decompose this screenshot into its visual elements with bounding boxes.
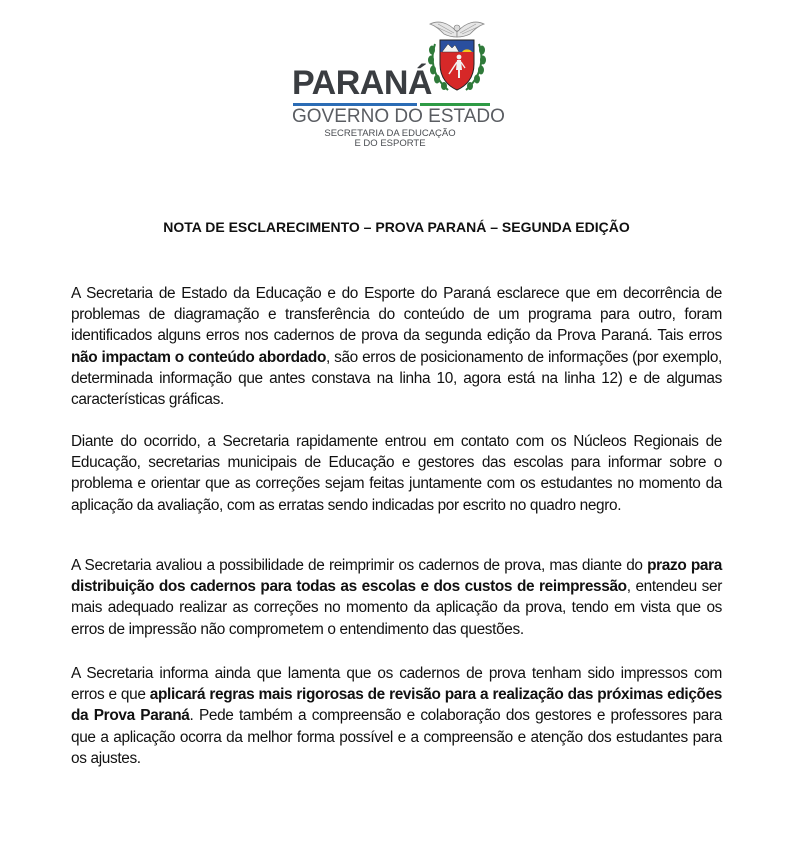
paragraph-text: , são erros de posicionamento de informações (por exemplo, determinada informação que antes constava na linha 10, agora está na linha 12) e de algumas características gráficas.	[71, 348, 722, 409]
logo-government-label: GOVERNO DO ESTADO	[292, 106, 505, 127]
paragraph-4	[71, 663, 722, 769]
paragraph-text: Diante do ocorrido, a Secretaria rapidamente entrou em contato com os Núcleos Regionais de Educação, secretarias municipais de Educação e gestores das escolas para informar sobre o problema e orientar que as correções sejam feitas juntamente com os estudantes no momento da aplicação da avaliação, com as erratas sendo indicadas por escrito no quadro negro.	[71, 433, 722, 514]
document-title: NOTA DE ESCLARECIMENTO – PROVA PARANÁ – SEGUNDA EDIÇÃO	[163, 219, 630, 235]
logo-state-name: PARANÁ	[292, 64, 432, 102]
paragraph-text: , entendeu ser mais adequado realizar as correções no momento da aplicação da prova, tendo em vista que os erros de impressão não comprometem o entendimento das questões.	[71, 578, 722, 638]
logo-secretariat-line-1: SECRETARIA DA EDUCAÇÃO	[324, 128, 456, 139]
logo-secretariat-line-2: E DO ESPORTE	[354, 138, 426, 149]
emphasized-text: não impactam o conteúdo abordado	[71, 348, 326, 366]
paragraph-2	[71, 431, 722, 516]
emphasized-text: aplicará regras mais rigorosas de revisão para a realização das próximas edições da Prova Paraná	[71, 686, 722, 725]
paragraph-text: A Secretaria informa ainda que lamenta que os cadernos de prova tenham sido impressos com erros e que	[71, 665, 722, 704]
paragraph-text: A Secretaria de Estado da Educação e do Esporte do Paraná esclarece que em decorrência de problemas de diagramação e transferência do conteúdo de um programa para outro, foram identificados alguns erros nos cadernos de prova da segunda edição da Prova Paraná. Tais erros	[71, 285, 722, 345]
paragraph-1	[71, 283, 722, 410]
emphasized-text: prazo para distribuição dos cadernos para todas as escolas e dos custos de reimpressão	[71, 557, 722, 596]
parana-government-logo	[290, 18, 505, 149]
parana-coat-of-arms-icon	[422, 18, 492, 100]
paragraph-3	[71, 555, 722, 640]
paragraph-text: . Pede também a compreensão e colaboração dos gestores e professores para que a aplicação ocorra da melhor forma possível e a compreensão e atenção dos estudantes para os ajustes.	[71, 707, 722, 767]
logo-secretariat-label	[290, 129, 490, 149]
paragraph-text: A Secretaria avaliou a possibilidade de reimprimir os cadernos de prova, mas diante do	[71, 557, 648, 574]
